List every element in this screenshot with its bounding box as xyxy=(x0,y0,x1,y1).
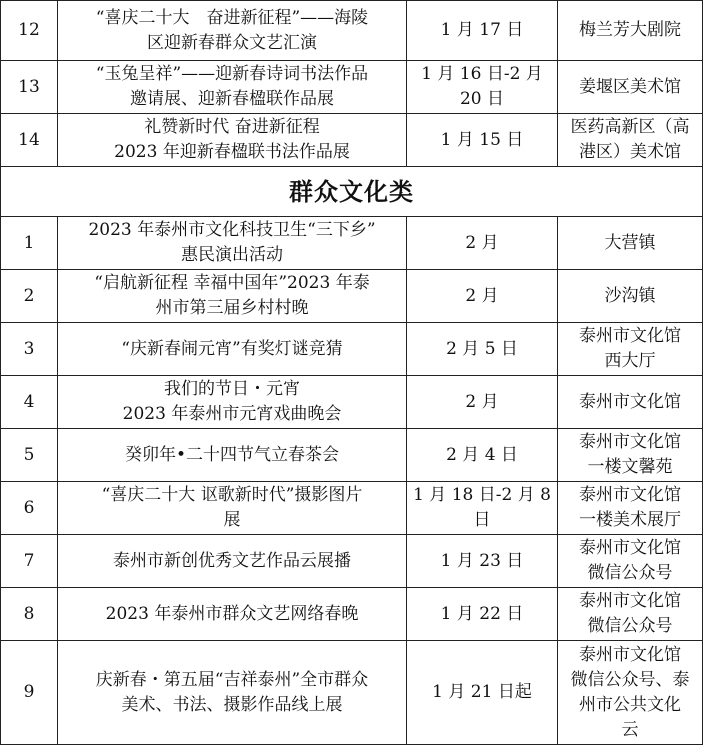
event-venue-line: 梅兰芳大剧院 xyxy=(579,20,681,40)
event-name-line: 2023 年迎新春楹联书法作品展 xyxy=(114,142,350,162)
table-row xyxy=(1,588,703,641)
event-date-line: 1 月 23 日 xyxy=(440,550,524,571)
event-venue-line: 一楼美术展厅 xyxy=(579,510,681,530)
event-name-line: 庆新春・第五届“吉祥泰州”全市群众 xyxy=(95,669,369,690)
event-date xyxy=(407,270,558,323)
event-date-line: 1 月 18 日-2 月 8 xyxy=(413,485,551,505)
event-name xyxy=(58,588,407,641)
event-venue-line: 泰州市文化馆 xyxy=(579,538,681,558)
event-venue-line: 泰州市文化馆 xyxy=(579,644,681,665)
event-venue xyxy=(558,641,703,745)
section-row xyxy=(1,167,703,217)
event-date xyxy=(407,323,558,376)
event-venue-line: 泰州市文化馆 xyxy=(579,326,681,346)
table-row xyxy=(1,61,703,114)
table-row xyxy=(1,535,703,588)
table-body-bottom xyxy=(1,217,703,745)
event-date xyxy=(407,482,558,535)
event-name xyxy=(58,482,407,535)
event-name-line: 邀请展、迎新春楹联作品展 xyxy=(130,89,334,109)
table-row xyxy=(1,217,703,270)
event-venue-line: 微信公众号 xyxy=(587,616,673,636)
event-date xyxy=(407,588,558,641)
event-name-line: 2023 年泰州市元宵戏曲晚会 xyxy=(122,404,342,424)
event-date xyxy=(407,1,558,61)
event-venue-line: 西大厅 xyxy=(604,351,656,371)
row-number: 2 xyxy=(1,270,58,323)
event-venue xyxy=(558,482,703,535)
event-name-line: “喜庆二十大 讴歌新时代”摄影图片 xyxy=(101,485,363,505)
event-venue-line: 微信公众号、泰 xyxy=(570,669,690,690)
row-number: 9 xyxy=(1,641,58,745)
event-name-line: “玉兔呈祥”——迎新春诗词书法作品 xyxy=(95,64,369,84)
event-name-line: 州市第三届乡村村晚 xyxy=(155,298,309,318)
event-venue xyxy=(558,114,703,167)
event-venue-line: 州市公共文化 xyxy=(579,694,681,715)
event-venue-line: 泰州市文化馆 xyxy=(579,391,681,412)
event-name-line: 美术、书法、摄影作品线上展 xyxy=(121,694,343,715)
event-name-line: “庆新春闹元宵”有奖灯谜竞猜 xyxy=(121,338,343,359)
event-venue-line: 泰州市文化馆 xyxy=(579,485,681,505)
event-name xyxy=(58,376,407,429)
event-venue xyxy=(558,535,703,588)
event-date-line: 1 月 17 日 xyxy=(440,20,524,40)
row-number: 3 xyxy=(1,323,58,376)
event-name xyxy=(58,535,407,588)
event-venue xyxy=(558,61,703,114)
event-date xyxy=(407,61,558,114)
section-header-group xyxy=(1,167,703,217)
row-number: 4 xyxy=(1,376,58,429)
table-row xyxy=(1,429,703,482)
event-name xyxy=(58,429,407,482)
event-date-line: 1 月 16 日-2 月 xyxy=(421,64,543,84)
event-date-line: 20 日 xyxy=(459,89,505,109)
event-venue-line: 沙沟镇 xyxy=(604,285,656,306)
event-name-line: 2023 年泰州市文化科技卫生“三下乡” xyxy=(88,220,376,240)
event-name xyxy=(58,323,407,376)
event-name-line: 我们的节日・元宵 xyxy=(164,379,300,399)
event-venue xyxy=(558,588,703,641)
event-venue xyxy=(558,429,703,482)
event-name xyxy=(58,217,407,270)
table-body-top xyxy=(1,1,703,167)
table-row xyxy=(1,323,703,376)
event-venue-line: 泰州市文化馆 xyxy=(579,432,681,452)
event-date xyxy=(407,429,558,482)
event-venue-line: 港区）美术馆 xyxy=(579,142,681,162)
event-date-line: 2 月 xyxy=(465,391,499,412)
row-number: 1 xyxy=(1,217,58,270)
event-venue xyxy=(558,270,703,323)
event-name xyxy=(58,270,407,323)
event-date-line: 2 月 4 日 xyxy=(446,444,518,465)
event-venue xyxy=(558,217,703,270)
event-date xyxy=(407,641,558,745)
table-row xyxy=(1,114,703,167)
event-date xyxy=(407,535,558,588)
event-name xyxy=(58,1,407,61)
event-date-line: 1 月 15 日 xyxy=(440,129,524,150)
event-venue xyxy=(558,376,703,429)
event-name-line: 泰州市新创优秀文艺作品云展播 xyxy=(113,550,351,571)
event-date xyxy=(407,217,558,270)
event-date-line: 2 月 xyxy=(465,285,499,306)
event-date-line: 2 月 5 日 xyxy=(446,338,518,359)
event-name-line: 2023 年泰州市群众文艺网络春晚 xyxy=(105,603,359,624)
event-date xyxy=(407,114,558,167)
table-row xyxy=(1,1,703,61)
event-date-line: 1 月 21 日起 xyxy=(432,682,532,702)
row-number: 8 xyxy=(1,588,58,641)
event-date-line: 2 月 xyxy=(465,232,499,253)
row-number: 5 xyxy=(1,429,58,482)
event-name-line: 惠民演出活动 xyxy=(181,245,283,265)
event-venue-line: 微信公众号 xyxy=(587,563,673,583)
event-name xyxy=(58,114,407,167)
event-name-line: 礼赞新时代 奋进新征程 xyxy=(144,117,320,137)
event-venue-line: 医药高新区（高 xyxy=(570,117,690,137)
event-date-line: 1 月 22 日 xyxy=(440,603,524,624)
event-venue-line: 泰州市文化馆 xyxy=(579,591,681,611)
event-venue xyxy=(558,323,703,376)
event-venue xyxy=(558,1,703,61)
event-date-line: 日 xyxy=(473,510,491,530)
event-name-line: 区迎新春群众文艺汇演 xyxy=(147,32,317,53)
event-venue-line: 姜堰区美术馆 xyxy=(579,76,681,97)
event-name-line: “启航新征程 幸福中国年”2023 年泰 xyxy=(94,273,370,293)
row-number: 13 xyxy=(1,61,58,114)
event-name-line: “喜庆二十大 奋进新征程”——海陵 xyxy=(95,7,369,28)
event-venue-line: 云 xyxy=(621,719,639,740)
table-row xyxy=(1,376,703,429)
event-name-line: 展 xyxy=(223,510,241,530)
event-name xyxy=(58,61,407,114)
event-venue-line: 一楼文馨苑 xyxy=(587,457,673,477)
event-name-line: 癸卯年•二十四节气立春茶会 xyxy=(124,444,340,465)
table-row xyxy=(1,641,703,745)
section-title: 群众文化类 xyxy=(1,167,703,217)
row-number: 12 xyxy=(1,1,58,61)
row-number: 14 xyxy=(1,114,58,167)
event-date xyxy=(407,376,558,429)
event-venue-line: 大营镇 xyxy=(604,232,656,253)
event-name xyxy=(58,641,407,745)
row-number: 6 xyxy=(1,482,58,535)
table-row xyxy=(1,270,703,323)
row-number: 7 xyxy=(1,535,58,588)
table-row xyxy=(1,482,703,535)
